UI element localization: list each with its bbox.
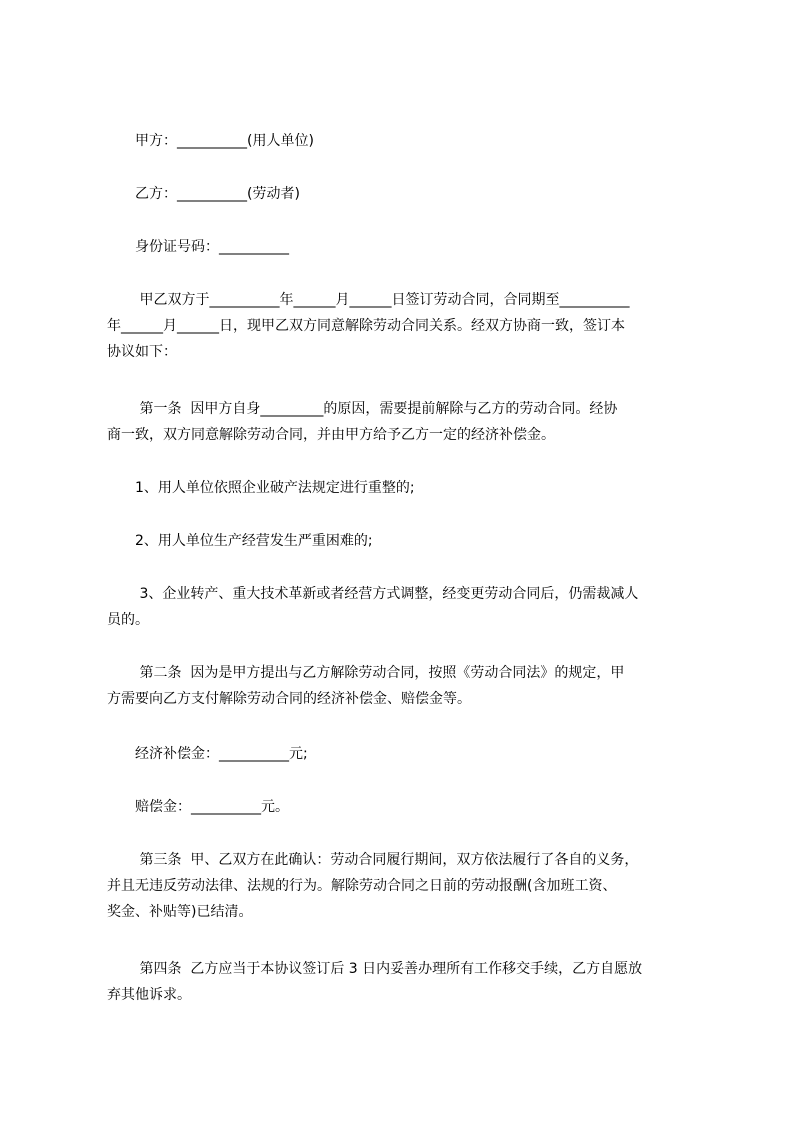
article-3-line-1: 第三条 甲、乙双方在此确认：劳动合同履行期间，双方依法履行了各自的义务， xyxy=(135,852,639,868)
damages-line: 赔偿金：__________元。 xyxy=(135,799,289,815)
article-1-line-1: 第一条 因甲方自身_________的原因，需要提前解除与乙方的劳动合同。经协 xyxy=(135,401,618,417)
intro-line-2: 年______月______日，现甲乙双方同意解除劳动合同关系。经双方协商一致，签订本 xyxy=(107,318,625,334)
article-2-line-1: 第二条 因为是甲方提出与乙方解除劳动合同，按照《劳动合同法》的规定，甲 xyxy=(135,665,625,681)
article-3-line-3: 奖金、补贴等)已结清。 xyxy=(107,904,253,920)
article-4-line-2: 弃其他诉求。 xyxy=(107,987,191,1003)
item-1-line: 1、用人单位依照企业破产法规定进行重整的; xyxy=(135,480,415,496)
item-2-line: 2、用人单位生产经营发生严重困难的; xyxy=(135,533,373,549)
article-2-line-2: 方需要向乙方支付解除劳动合同的经济补偿金、赔偿金等。 xyxy=(107,691,471,707)
item-3-line-1: 3、企业转产、重大技术革新或者经营方式调整，经变更劳动合同后，仍需裁减人 xyxy=(135,586,639,602)
article-3-line-2: 并且无违反劳动法律、法规的行为。解除劳动合同之日前的劳动报酬(含加班工资、 xyxy=(107,878,617,894)
intro-line-1: 甲乙双方于__________年______月______日签订劳动合同，合同期至__________ xyxy=(135,292,630,308)
article-4-line-1: 第四条 乙方应当于本协议签订后 3 日内妥善办理所有工作移交手续，乙方自愿放 xyxy=(135,961,643,977)
intro-line-3: 协议如下： xyxy=(107,344,177,360)
party-b-line: 乙方：__________(劳动者) xyxy=(135,186,300,202)
id-number-line: 身份证号码：__________ xyxy=(135,239,289,255)
item-3-line-2: 员的。 xyxy=(107,612,149,628)
article-1-line-2: 商一致，双方同意解除劳动合同，并由甲方给予乙方一定的经济补偿金。 xyxy=(107,427,555,443)
compensation-line: 经济补偿金：__________元; xyxy=(135,746,308,762)
party-a-line: 甲方：__________(用人单位) xyxy=(135,133,314,149)
